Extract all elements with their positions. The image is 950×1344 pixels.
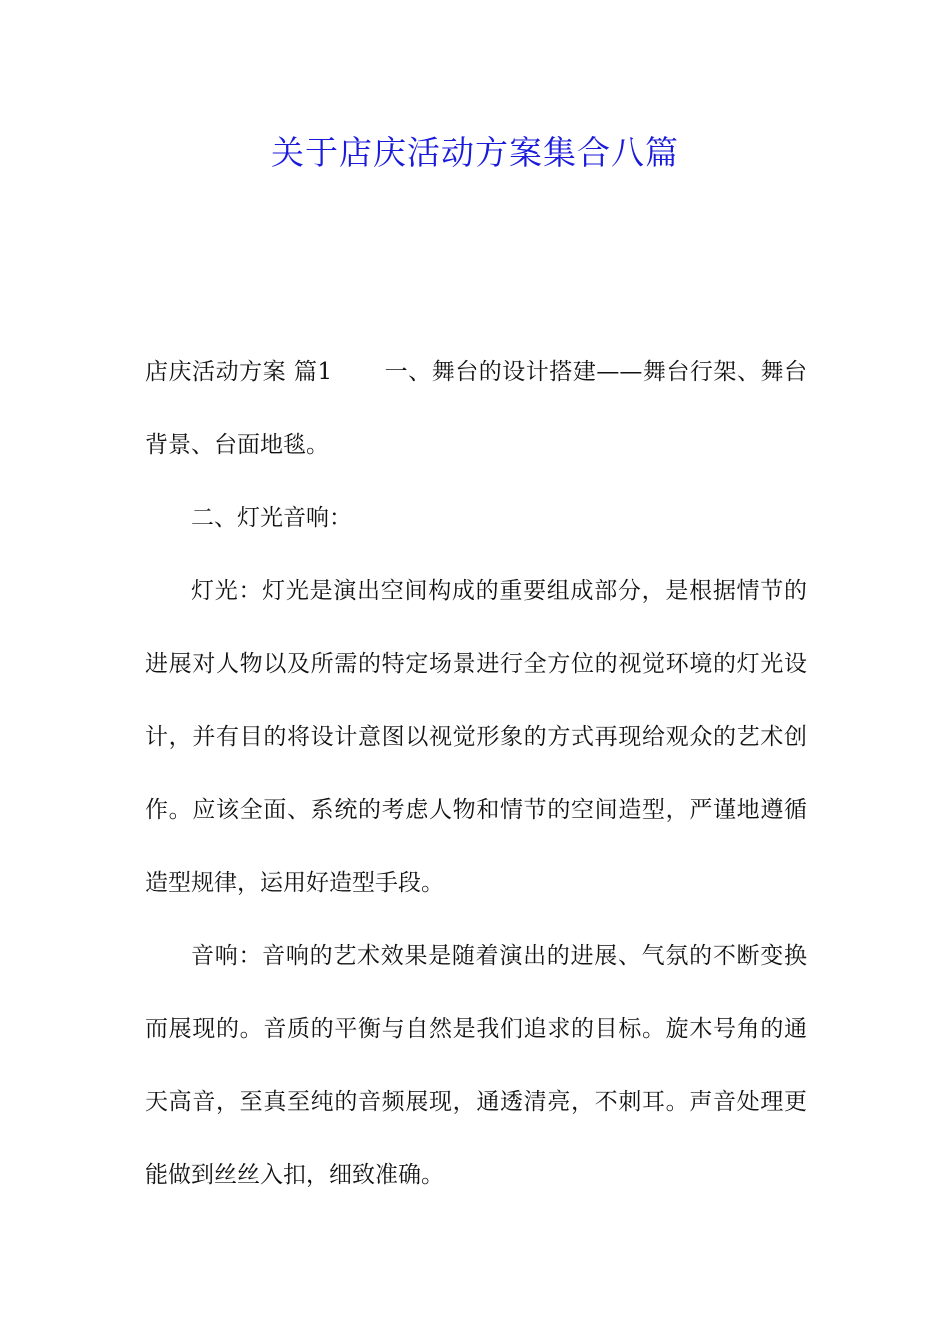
- paragraph-3: 灯光：灯光是演出空间构成的重要组成部分，是根据情节的进展对人物以及所需的特定场景进行全方位的视觉环境的灯光设计，并有目的将设计意图以视觉形象的方式再现给观众的艺术创作。应该全面、系统的考虑人物和情节的空间造型，严谨地遵循造型规律，运用好造型手段。: [145, 578, 807, 896]
- paragraph-1: [145, 336, 807, 482]
- document-title: 关于店庆活动方案集合八篇: [271, 133, 679, 172]
- paragraph-4: 音响：音响的艺术效果是随着演出的进展、气氛的不断变换而展现的。音质的平衡与自然是我们追求的目标。旋木号角的通天高音，至真至纯的音频展现，通透清亮，不刺耳。声音处理更能做到丝丝入扣，细致准确。: [145, 943, 807, 1188]
- section-heading: 店庆活动方案 篇1: [145, 359, 333, 385]
- paragraph-1-text: 一、舞台的设计搭建——舞台行架、舞台背景、台面地毯。: [145, 359, 807, 458]
- document-body: [145, 336, 807, 1212]
- paragraph-2: 二、灯光音响：: [191, 505, 352, 531]
